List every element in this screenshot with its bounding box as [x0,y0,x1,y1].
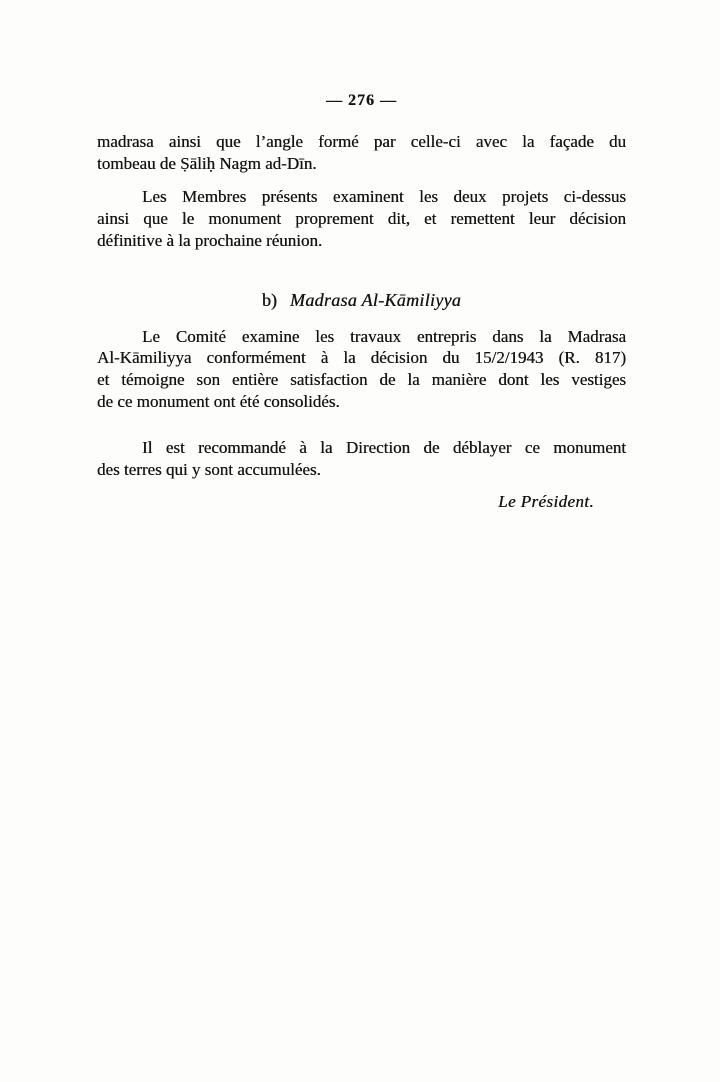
paragraph [97,186,626,251]
text-line: Il est recommandé à la Direction de déblayer ce monument [142,438,626,458]
section-heading-title: Madrasa Al-Kāmiliyya [289,289,462,310]
text-line: tombeau de Ṣāliḥ Nagm ad-Dīn. [97,153,317,173]
text-line: et témoigne son entière satisfaction de la manière dont les vestiges [97,369,626,389]
text-line: de ce monument ont été consolidés. [97,391,340,411]
text-line: Al-Kāmiliyya conformément à la décision du 15/2/1943 (R. 817) [97,348,626,368]
paragraph [97,326,626,413]
text-line: des terres qui y sont accumulées. [97,460,321,480]
text-line: Les Membres présents examinent les deux projets ci-dessus [142,187,626,207]
page-number: — 276 — [326,92,397,109]
section-heading-label: b) [261,289,277,310]
text-line: définitive à la prochaine réunion. [97,230,323,250]
signature: Le Président. [498,491,594,511]
text-line: ainsi que le monument proprement dit, et remettent leur décision [97,209,626,229]
section-heading [97,289,626,311]
text-line: Le Comité examine les travaux entrepris dans la Madrasa [142,326,626,346]
text-block [97,90,626,513]
text-line: madrasa ainsi que l’angle formé par celle-ci avec la façade du [97,132,626,151]
paragraph [97,131,626,174]
paragraph [97,437,626,480]
